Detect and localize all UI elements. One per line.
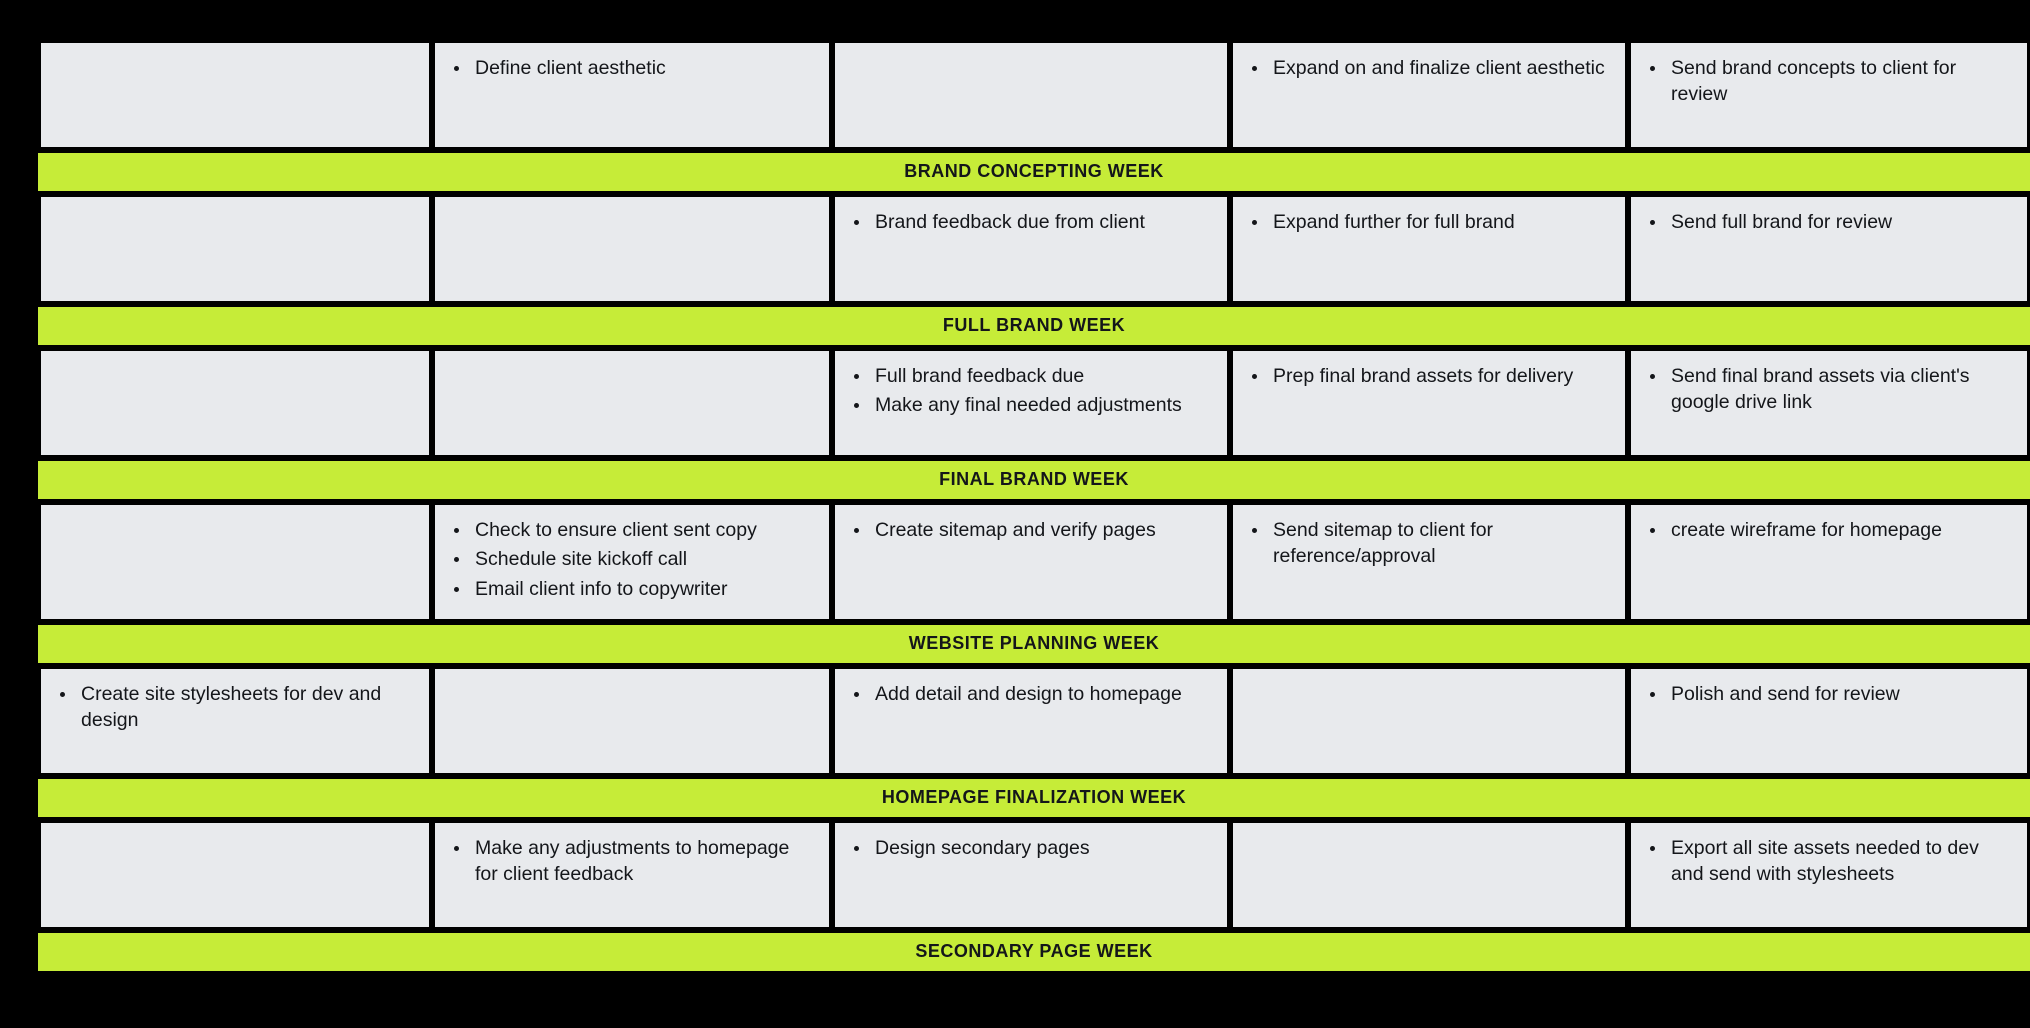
task-cell[interactable] [1628, 823, 2030, 927]
task-cell[interactable] [1230, 43, 1628, 147]
week-banner: BRAND CONCEPTING WEEK [38, 150, 2030, 194]
table-row [38, 666, 2030, 776]
task-item: • Brand feedback due from client [871, 209, 1213, 235]
task-list [1247, 209, 1611, 235]
task-item: • Add detail and design to homepage [871, 681, 1213, 707]
task-cell[interactable] [832, 669, 1230, 773]
task-cell[interactable] [1628, 43, 2030, 147]
task-list [849, 209, 1213, 235]
table-row [38, 820, 2030, 930]
workflow-timeline-table [38, 40, 2030, 974]
task-cell[interactable] [1230, 351, 1628, 455]
week-banner: WEBSITE PLANNING WEEK [38, 622, 2030, 666]
task-item: • Export all site assets needed to dev and send with stylesheets [1667, 835, 2013, 888]
task-list [1247, 363, 1611, 389]
task-item: • Define client aesthetic [471, 55, 815, 81]
week-block [38, 502, 2030, 666]
task-list [849, 517, 1213, 543]
task-cell[interactable] [1230, 823, 1628, 927]
task-item: • Send full brand for review [1667, 209, 2013, 235]
task-item: • Send final brand assets via client's google drive link [1667, 363, 2013, 416]
task-cell[interactable] [432, 669, 832, 773]
task-cell[interactable] [832, 351, 1230, 455]
task-cell[interactable] [1628, 669, 2030, 773]
week-banner: SECONDARY PAGE WEEK [38, 930, 2030, 974]
task-cell[interactable] [38, 669, 432, 773]
task-item: • Full brand feedback due [871, 363, 1213, 389]
task-cell[interactable] [432, 823, 832, 927]
week-block [38, 820, 2030, 974]
task-list [849, 835, 1213, 861]
task-list [449, 835, 815, 888]
week-banner: FULL BRAND WEEK [38, 304, 2030, 348]
task-item: • create wireframe for homepage [1667, 517, 2013, 543]
task-item: • Send brand concepts to client for review [1667, 55, 2013, 108]
task-list [1645, 517, 2013, 543]
task-item: • Expand on and finalize client aesthetic [1269, 55, 1611, 81]
task-item: • Design secondary pages [871, 835, 1213, 861]
task-cell[interactable] [1230, 505, 1628, 619]
week-banner: FINAL BRAND WEEK [38, 458, 2030, 502]
task-cell[interactable] [1230, 669, 1628, 773]
task-list [849, 363, 1213, 419]
task-cell[interactable] [1628, 505, 2030, 619]
week-banner: HOMEPAGE FINALIZATION WEEK [38, 776, 2030, 820]
table-row [38, 194, 2030, 304]
task-cell[interactable] [38, 43, 432, 147]
task-cell[interactable] [1628, 351, 2030, 455]
task-cell[interactable] [38, 351, 432, 455]
task-item: • Email client info to copywriter [471, 576, 815, 602]
task-list [1645, 681, 2013, 707]
task-list [1645, 55, 2013, 108]
task-cell[interactable] [432, 197, 832, 301]
task-list [849, 681, 1213, 707]
task-item: • Prep final brand assets for delivery [1269, 363, 1611, 389]
task-cell[interactable] [1628, 197, 2030, 301]
task-cell[interactable] [1230, 197, 1628, 301]
task-cell[interactable] [38, 505, 432, 619]
week-block [38, 348, 2030, 502]
task-list [449, 55, 815, 81]
task-cell[interactable] [38, 197, 432, 301]
task-cell[interactable] [832, 823, 1230, 927]
task-item: • Check to ensure client sent copy [471, 517, 815, 543]
task-list [1247, 517, 1611, 570]
week-block [38, 40, 2030, 194]
task-item: • Send sitemap to client for reference/approval [1269, 517, 1611, 570]
task-item: • Create site stylesheets for dev and design [77, 681, 415, 734]
task-list [449, 517, 815, 602]
task-cell[interactable] [832, 505, 1230, 619]
task-list [1247, 55, 1611, 81]
task-cell[interactable] [832, 197, 1230, 301]
week-block [38, 666, 2030, 820]
table-row [38, 40, 2030, 150]
task-list [1645, 363, 2013, 416]
task-item: • Schedule site kickoff call [471, 546, 815, 572]
task-cell[interactable] [38, 823, 432, 927]
task-list [1645, 835, 2013, 888]
week-block [38, 194, 2030, 348]
task-list [1645, 209, 2013, 235]
table-row [38, 348, 2030, 458]
task-cell[interactable] [432, 43, 832, 147]
table-row [38, 502, 2030, 622]
task-item: • Polish and send for review [1667, 681, 2013, 707]
task-cell[interactable] [432, 505, 832, 619]
task-item: • Expand further for full brand [1269, 209, 1611, 235]
task-item: • Make any final needed adjustments [871, 392, 1213, 418]
task-cell[interactable] [832, 43, 1230, 147]
task-cell[interactable] [432, 351, 832, 455]
task-list [55, 681, 415, 734]
task-item: • Create sitemap and verify pages [871, 517, 1213, 543]
task-item: • Make any adjustments to homepage for client feedback [471, 835, 815, 888]
